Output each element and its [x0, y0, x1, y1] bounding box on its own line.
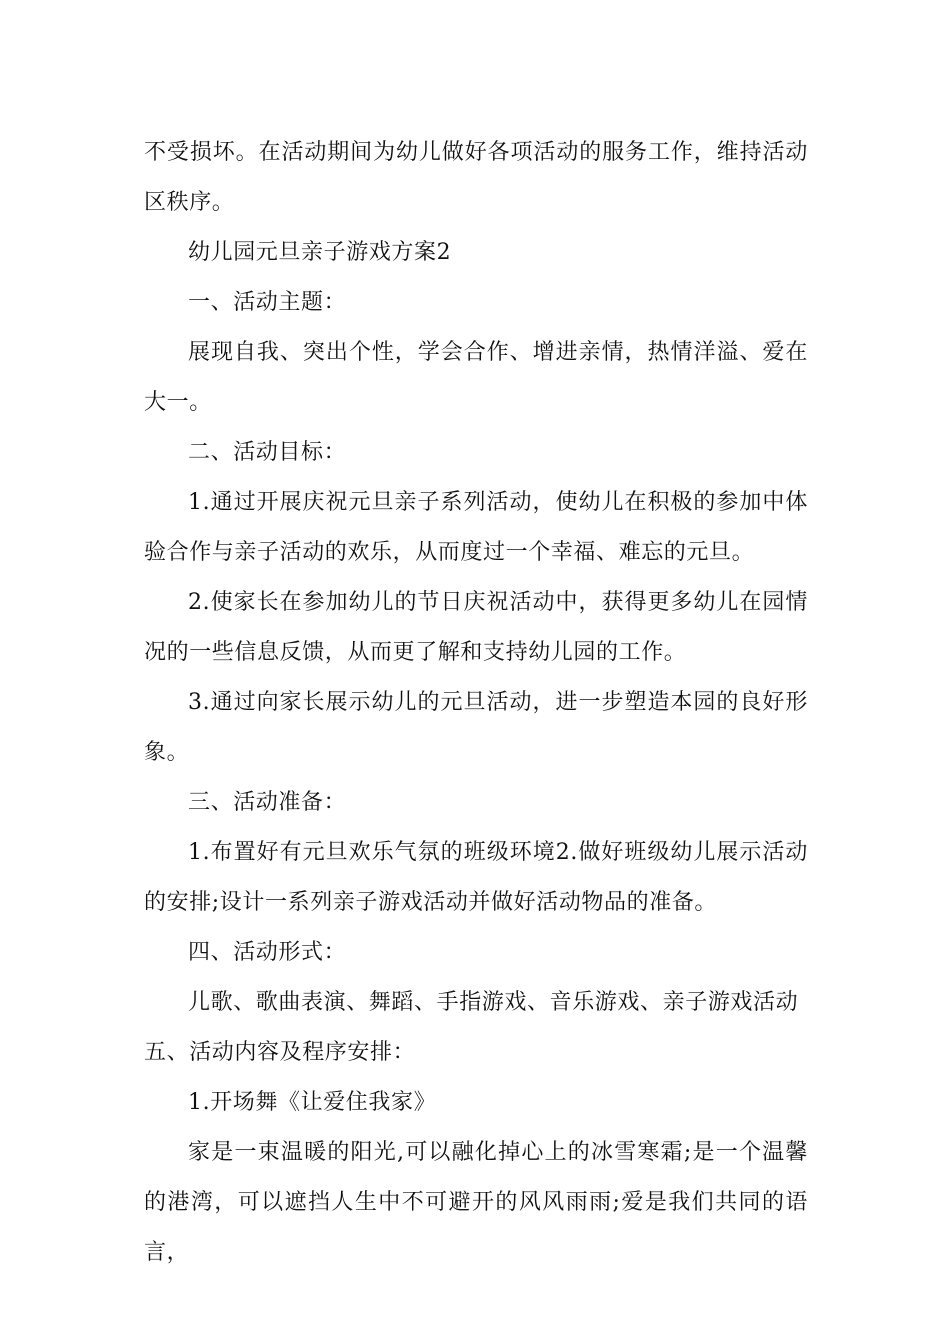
heading-activity-form: 四、活动形式：: [188, 940, 347, 965]
heading-activity-content: 五、活动内容及程序安排：: [144, 1040, 416, 1065]
program-item-1: 1.开场舞《让爱住我家》: [188, 1090, 437, 1115]
section-title: 幼儿园元旦亲子游戏方案2: [188, 240, 452, 265]
heading-activity-theme: 一、活动主题：: [188, 290, 347, 315]
paragraph-continuation: 不受损坏。在活动期间为幼儿做好各项活动的服务工作，维持活动区秩序。: [144, 140, 808, 215]
goal-item-2: 2.使家长在参加幼儿的节日庆祝活动中，获得更多幼儿在园情况的一些信息反馈，从而更了解和支持幼儿园的工作。: [144, 590, 808, 665]
heading-activity-preparation: 三、活动准备：: [188, 790, 347, 815]
activity-form-list: 儿歌、歌曲表演、舞蹈、手指游戏、音乐游戏、亲子游戏活动: [188, 990, 799, 1015]
document-body: [144, 128, 808, 1278]
goal-item-3: 3.通过向家长展示幼儿的元旦活动，进一步塑造本园的良好形象。: [144, 690, 808, 765]
heading-activity-goals: 二、活动目标：: [188, 440, 347, 465]
paragraph-home: 家是一束温暖的阳光,可以融化掉心上的冰雪寒霜;是一个温馨的港湾，可以遮挡人生中不可避开的风风雨雨;爱是我们共同的语言，: [144, 1140, 808, 1265]
paragraph-theme: 展现自我、突出个性，学会合作、增进亲情，热情洋溢、爱在大一。: [144, 340, 808, 415]
preparation-item: 1.布置好有元旦欢乐气氛的班级环境2.做好班级幼儿展示活动的安排;设计一系列亲子游戏活动并做好活动物品的准备。: [144, 840, 808, 915]
goal-item-1: 1.通过开展庆祝元旦亲子系列活动，使幼儿在积极的参加中体验合作与亲子活动的欢乐，从而度过一个幸福、难忘的元旦。: [144, 490, 808, 565]
